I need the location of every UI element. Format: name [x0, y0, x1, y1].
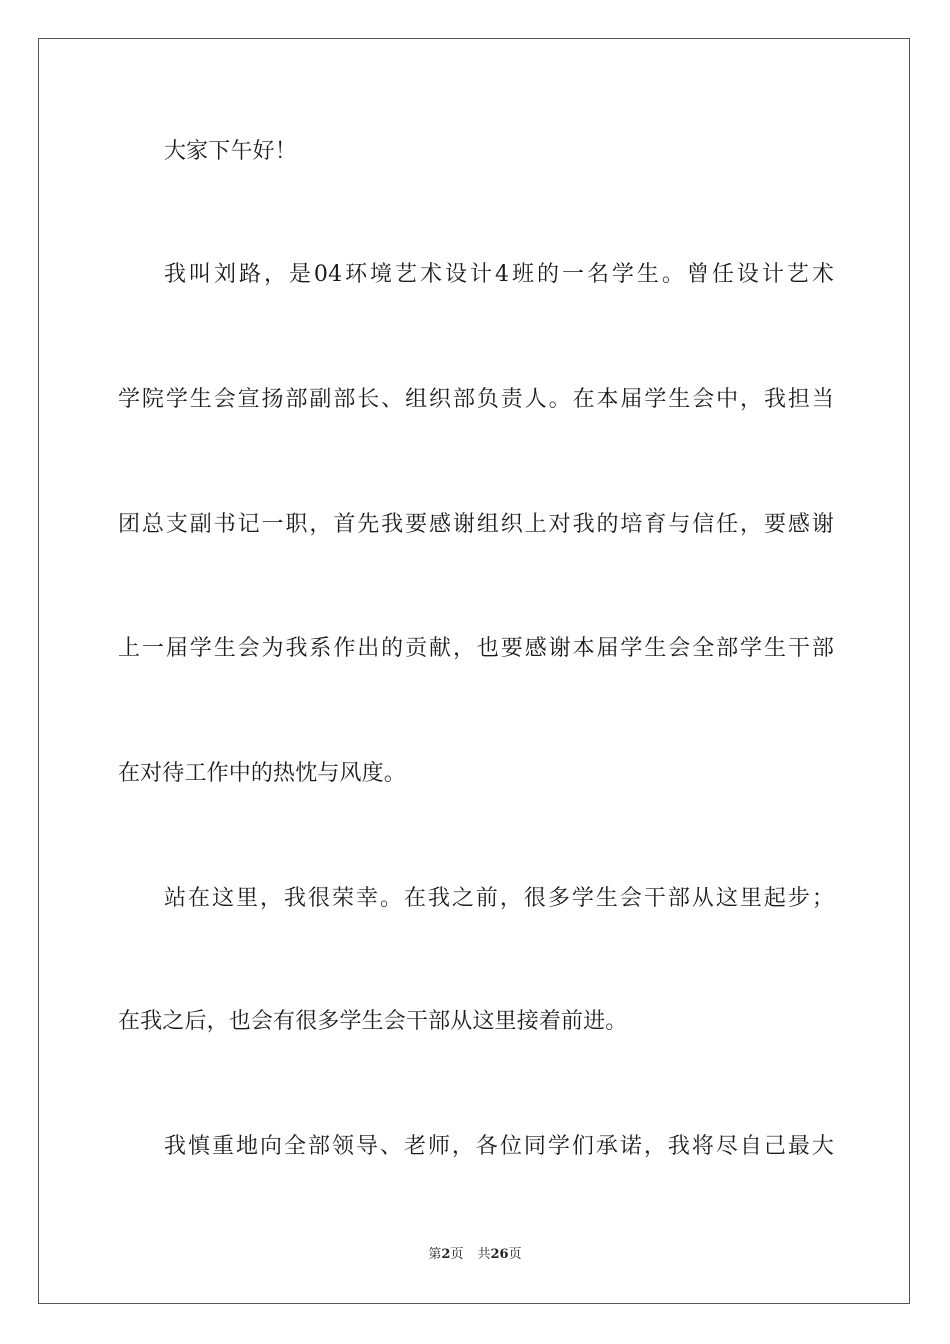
text-line-paragraph-1-1: 我叫刘路，是04环境艺术设计4班的一名学生。曾任设计艺术	[164, 262, 834, 287]
page-number: 2	[441, 1247, 451, 1262]
text-line-paragraph-1-3: 团总支副书记一职，首先我要感谢组织上对我的培育与信任，要感谢	[118, 512, 834, 537]
page-footer	[0, 1245, 950, 1265]
text-line-paragraph-1-4: 上一届学生会为我系作出的贡献，也要感谢本届学生会全部学生干部	[118, 636, 834, 661]
total-prefix: 共	[477, 1247, 491, 1262]
page-prefix: 第	[428, 1247, 442, 1262]
text-line-greeting: 大家下午好！	[164, 139, 297, 164]
text-line-paragraph-3-1: 我慎重地向全部领导、老师，各位同学们承诺，我将尽自己最大	[164, 1134, 834, 1159]
text-line-paragraph-2-2: 在我之后，也会有很多学生会干部从这里接着前进。	[118, 1009, 628, 1034]
total-pages: 26	[490, 1247, 509, 1262]
total-suffix: 页	[508, 1247, 522, 1262]
text-line-paragraph-2-1: 站在这里，我很荣幸。在我之前，很多学生会干部从这里起步；	[164, 886, 834, 911]
text-line-paragraph-1-5: 在对待工作中的热忱与风度。	[118, 761, 406, 786]
page-suffix: 页	[450, 1247, 464, 1262]
text-line-paragraph-1-2: 学院学生会宣扬部副部长、组织部负责人。在本届学生会中，我担当	[118, 387, 834, 412]
page-border	[38, 38, 910, 1304]
